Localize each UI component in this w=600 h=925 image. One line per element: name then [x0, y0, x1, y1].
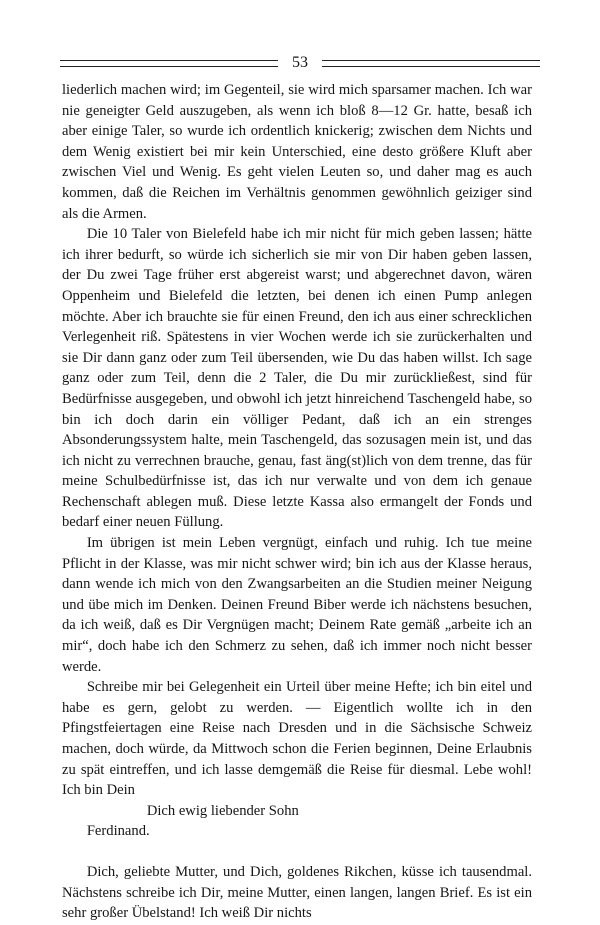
paragraph-4: Schreibe mir bei Gelegenheit ein Urteil über meine Hefte; ich bin eitel und habe es gern, gelobt zu werden. — Eigentlich wollte ich in den Pfingstfeiertagen eine Reise nach Dresden und in die Sächsische Schweiz machen, doch würde, da Mittwoch schon die Ferien beginnen, Deine Erlaubnis zu spät eintreffen, und ich lasse demgemäß die Reise für diesmal. Lebe wohl! Ich bin Dein [62, 679, 532, 799]
paragraph-3: Im übrigen ist mein Leben vergnügt, einfach und ruhig. Ich tue meine Pflicht in der Klasse, was mir nicht schwer wird; bin ich aus der Klasse heraus, dann wende ich mich von den Zwangsarbeiten an die Studien meiner Neigung und übe mich im Denken. Deinen Freund Biber werde ich nächstens besuchen, da ich weiß, daß es Dir Vergnügen macht; Deinem Rate gemäß „arbeite ich an mir“, doch habe ich den Schmerz zu sehen, daß ich immer noch nicht besser werde. [62, 535, 532, 675]
header-rule-right [322, 60, 540, 67]
postscript-paragraph: Dich, geliebte Mutter, und Dich, goldenes Rikchen, küsse ich tausendmal. Nächstens schreibe ich Dir, meine Mutter, einen langen, langen Brief. Es ist ein sehr großer Übelstand! Ich weiß Dir nichts [62, 863, 532, 922]
letter-body [62, 80, 532, 924]
letter-signature: Ferdinand. [86, 823, 150, 840]
letter-closing: Dich ewig liebender Sohn [146, 802, 299, 819]
page-header [60, 50, 540, 76]
page-number: 53 [292, 54, 308, 71]
header-rule-left [60, 60, 278, 67]
paragraph-1: liederlich machen wird; im Gegenteil, sie wird mich sparsamer machen. Ich war nie geneigter Geld auszugeben, als wenn ich bloß 8—12 Gr. hatte, besaß ich aber einige Taler, so wurde ich ordentlich knickerig; zwischen dem Nichts und dem Wenig existiert bei mir kein Unterschied, eine desto größere Kluft aber zwischen Viel und Wenig. Es geht vielen Leuten so, und daher mag es auch kommen, daß die Reichen im Verhältnis genommen gewöhnlich geiziger sind als die Armen. [62, 82, 532, 222]
paragraph-2: Die 10 Taler von Bielefeld habe ich mir nicht für mich geben lassen; hätte ich ihrer bedurft, so würde ich sicherlich sie mir von Dir haben geben lassen, der Du zwei Tage früher erst abgereist warst; und abgerechnet davon, wären Oppenheim und Bielefeld die letzten, bei denen ich einen Pump anlegen möchte. Aber ich brauchte sie für einen Freund, den ich aus einer schrecklichen Verlegenheit riß. Spätestens in vier Wochen werde ich sie zurückerhalten und sie Dir dann ganz oder zum Teil übersenden, wie Du das haben willst. Ich sage ganz oder zum Teil, denn die 2 Taler, die Du mir zurückließest, sind für Bedürfnisse ausgegeben, und obwohl ich jetzt hinreichend Taschengeld habe, so bin ich doch darin ein völliger Pedant, daß ich an ein strenges Absonderungssystem halte, mein Taschengeld, das sozusagen mein ist, und das ich nicht zu verrechnen brauche, genau, fast äng(st)lich von dem trenne, das für meine Schulbedürfnisse ist, das ich nur verwalte und von dem ich genaue Rechenschaft ablegen muß. Diese letzte Kassa also ermangelt der Fonds und bedarf einer neuen Füllung. [62, 226, 532, 531]
